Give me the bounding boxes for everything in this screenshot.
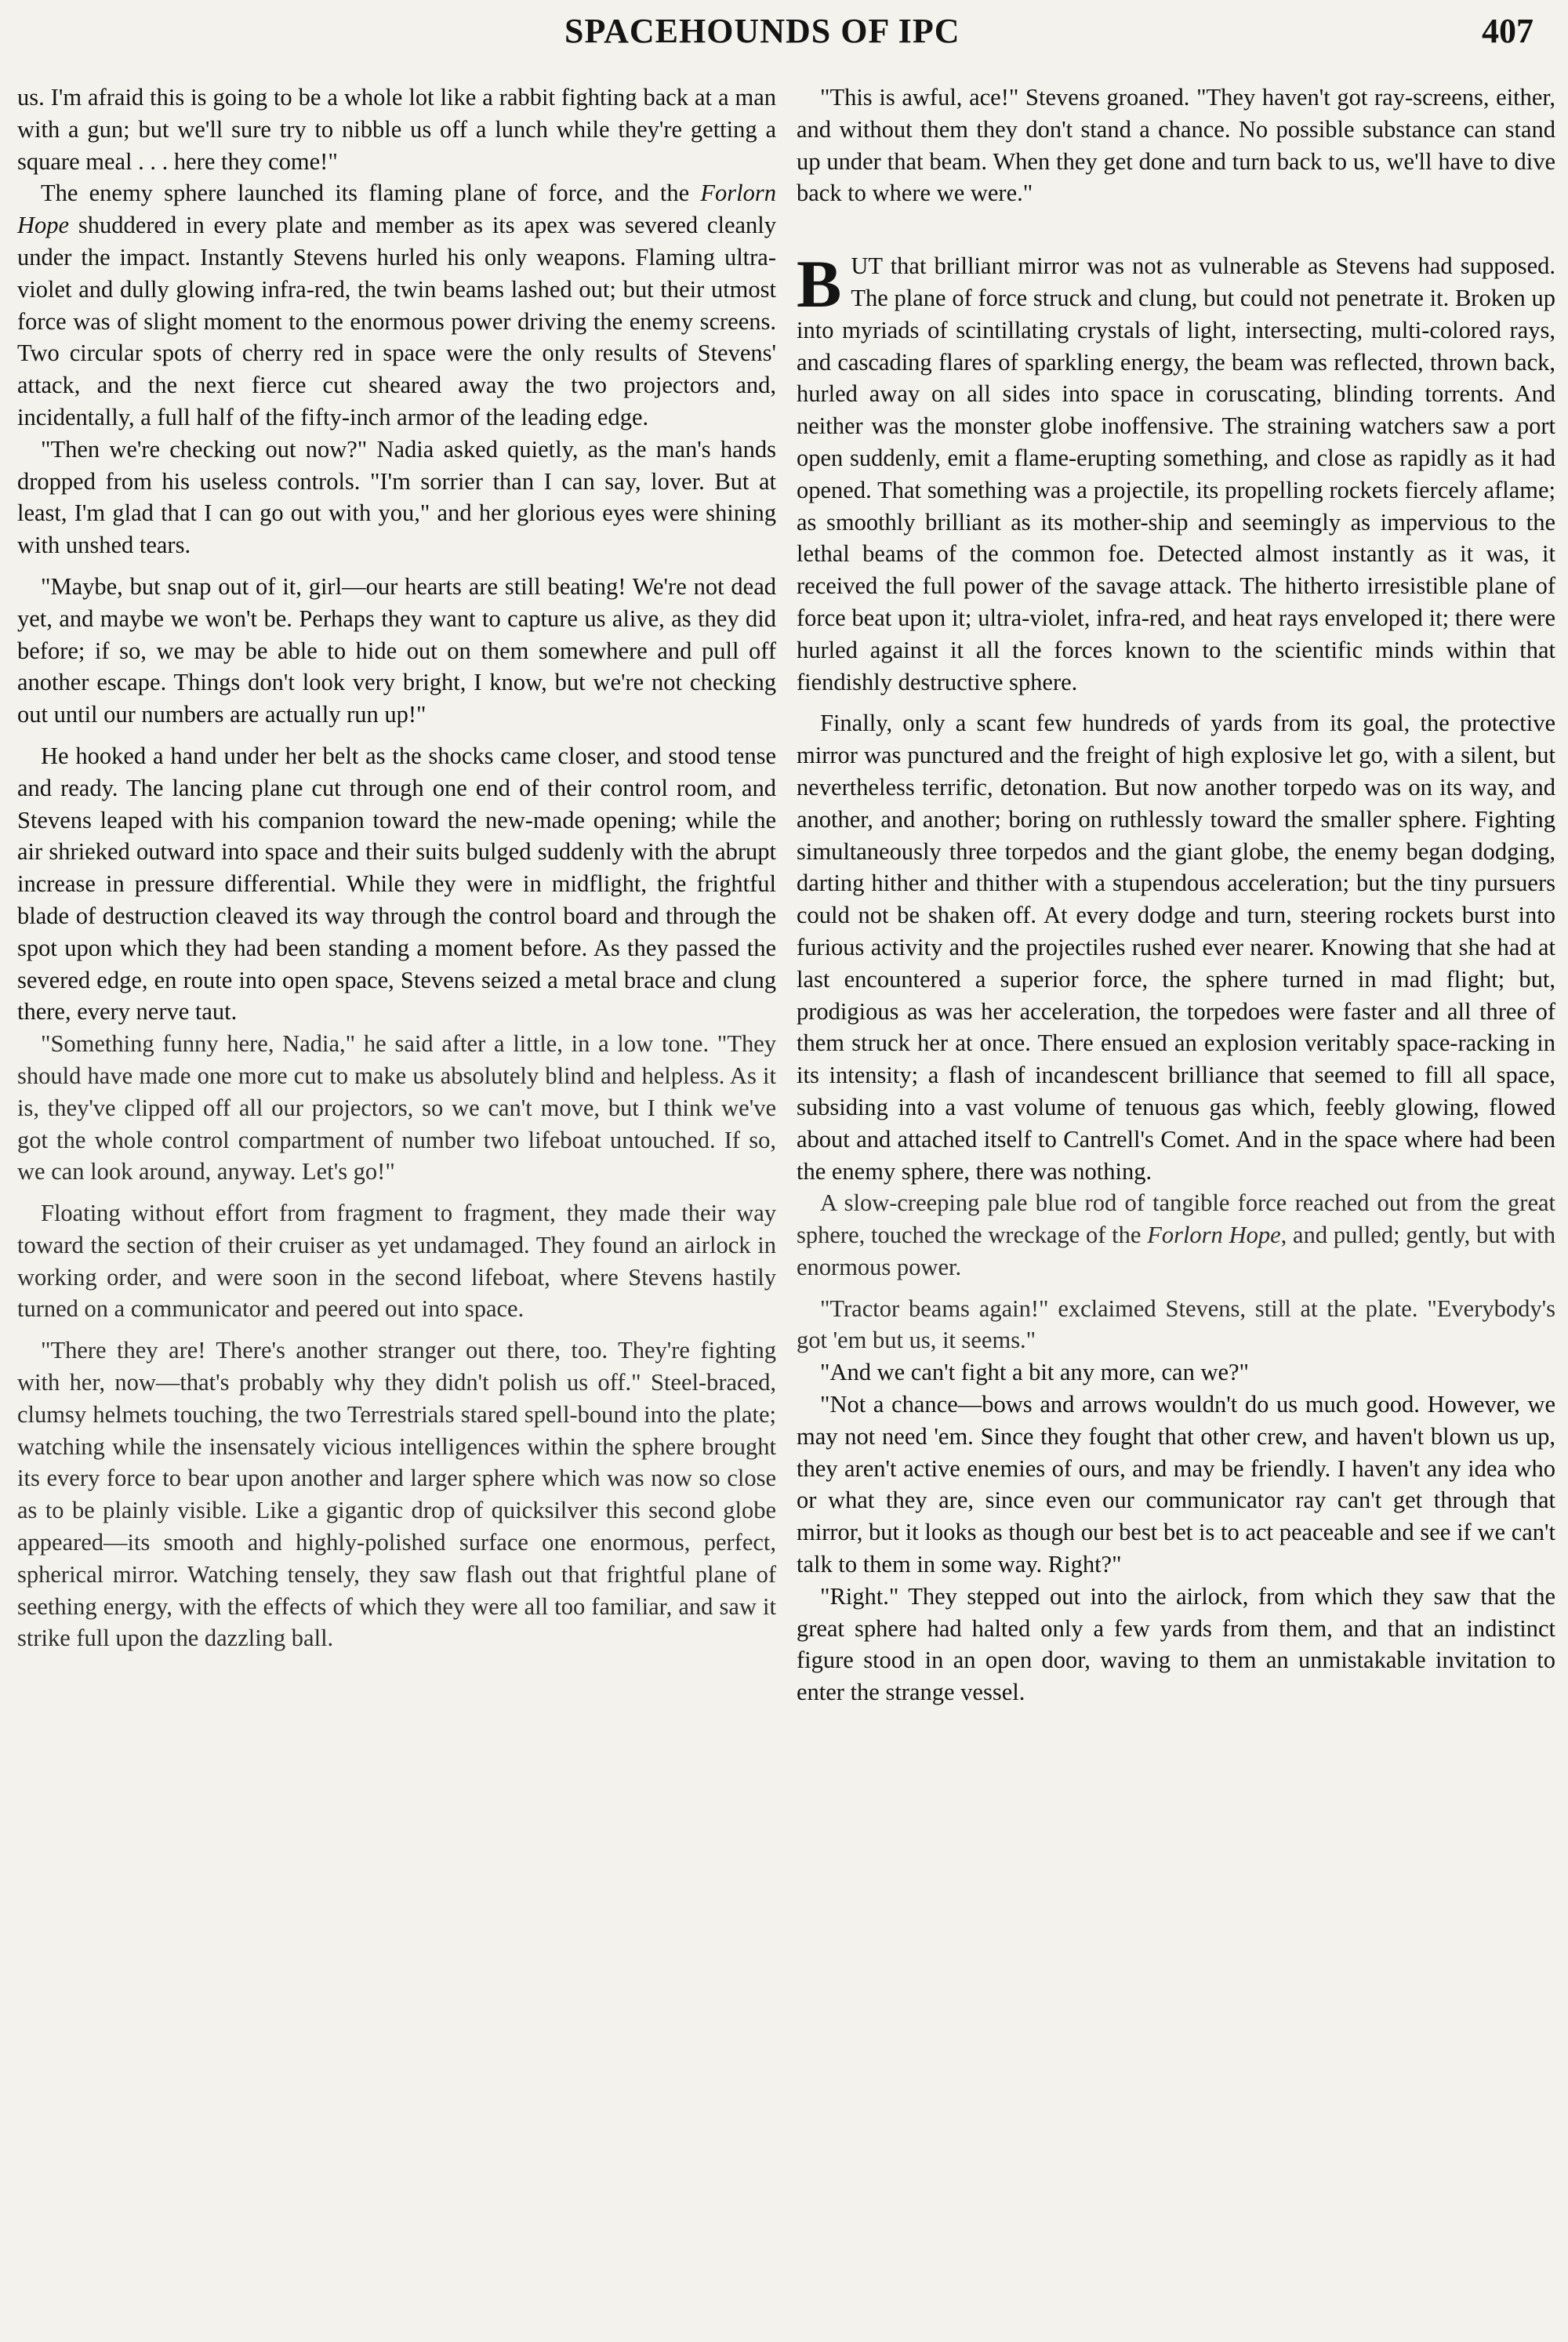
paragraph: The enemy sphere launched its flaming plane of force, and the Forlorn Hope shuddered in every plate and member as its apex was severed cleanly under the impact. Instantly Stevens hurled his only weapons. Flaming ultra-violet and dully glowing infra-red, the twin beams lashed out; but their utmost force was of slight moment to the enormous power driving the enemy screens. Two circular spots of cherry red in space were the only results of Stevens' attack, and the next fierce cut sheared away the two projectors and, incidentally, a full half of the fifty-inch armor of the leading edge.	[17, 180, 776, 430]
page-number: 407	[1482, 12, 1534, 50]
drop-cap: B	[797, 246, 842, 322]
paragraph: "Not a chance—bows and arrows wouldn't do us much good. However, we may not need 'em. Since they fought that other crew, and haven't blown us up, they aren't active enemies of ours, and may be friendly. I haven't any idea who or what they are, since even our communicator ray can't get through that mirror, but it looks as though our best bet is to act peaceable and see if we can't talk to them in some way. Right?"	[797, 1391, 1555, 1578]
running-title: SPACEHOUNDS OF IPC	[564, 12, 960, 50]
right-column	[797, 82, 1555, 1708]
ship-name: Forlorn Hope	[17, 180, 776, 239]
left-column	[17, 82, 776, 1654]
running-header	[0, 11, 1568, 61]
paragraph: "And we can't fight a bit any more, can we?"	[820, 1359, 1250, 1386]
paragraph: "This is awful, ace!" Stevens groaned. "They haven't got ray-screens, either, and without them they don't stand a chance. No possible substance can stand up under that beam. When they get done and turn back to us, we'll have to dive back to where we were."	[797, 84, 1555, 207]
paragraph: "Something funny here, Nadia," he said after a little, in a low tone. "They should have made one more cut to make us absolutely blind and helpless. As it is, they've clipped off all our projectors, so we can't move, but I think we've got the whole control compartment of number two lifeboat untouched. If so, we can look around, anyway. Let's go!"	[17, 1030, 776, 1186]
paragraph-text: UT that brilliant mirror was not as vulnerable as Stevens had supposed. The plane of force struck and clung, but could not penetrate it. Broken up into myriads of scintillating crystals of light, intersecting, multi-colored rays, and cascading flares of sparkling energy, the beam was reflected, thrown back, hurled away on all sides into space in coruscating, blinding torrents. And neither was the monster globe inoffensive. The straining watchers saw a port open suddenly, emit a flame-erupting something, and close as rapidly as it had opened. That something was a projectile, its propelling rockets fiercely aflame; as smoothly brilliant as its mother-ship and seemingly as impervious to the lethal beams of the common foe. Detected almost instantly as it was, it received the full power of the savage attack. The hitherto irresistible plane of force beat upon it; ultra-violet, infra-red, and heat rays enveloped it; there were hurled against it all the forces known to the scientific minds within that fiendishly destructive sphere.	[797, 252, 1555, 695]
paragraph: "There they are! There's another stranger out there, too. They're fighting with her, now—that's probably why they didn't polish us off." Steel-braced, clumsy helmets touching, the two Terrestrials stared spell-bound into the plate; watching while the insensately vicious intelligences within the sphere brought its every force to bear upon another and larger sphere which was now so close as to be plainly visible. Like a gigantic drop of quicksilver this second globe appeared—its smooth and highly-polished surface one enormous, perfect, spherical mirror. Watching tensely, they saw flash out that frightful plane of seething energy, with the effects of which they were all too familiar, and saw it strike full upon the dazzling ball.	[17, 1337, 776, 1652]
paragraph: "Maybe, but snap out of it, girl—our hearts are still beating! We're not dead yet, and maybe we won't be. Perhaps they want to capture us alive, as they did before; if so, we may be able to hide out on them somewhere and pull off another escape. Things don't look very bright, I know, but we're not checking out until our numbers are actually run up!"	[17, 572, 776, 728]
paragraph: "Right." They stepped out into the airlock, from which they saw that the great sphere had halted only a few yards from them, and that an indistinct figure stood in an open door, waving to them an unmistakable invitation to enter the strange vessel.	[797, 1582, 1555, 1706]
paragraph: us. I'm afraid this is going to be a whole lot like a rabbit fighting back at a man with a gun; but we'll sure try to nibble us off a lunch while they're getting a square meal . . . here they come!"	[17, 84, 776, 175]
paragraph: "Then we're checking out now?" Nadia asked quietly, as the man's hands dropped from his useless controls. "I'm sorrier than I can say, lover. But at least, I'm glad that I can go out with you," and her glorious eyes were shining with unshed tears.	[17, 435, 776, 559]
ship-name: Forlorn Hope	[1147, 1222, 1281, 1249]
paragraph: "Tractor beams again!" exclaimed Stevens, still at the plate. "Everybody's got 'em but us, it seems."	[797, 1294, 1555, 1354]
paragraph: A slow-creeping pale blue rod of tangible force reached out from the great sphere, touched the wreckage of the Forlorn Hope, and pulled; gently, but with enormous power.	[797, 1189, 1555, 1280]
paragraph: He hooked a hand under her belt as the shocks came closer, and stood tense and ready. The lancing plane cut through one end of their control room, and Stevens leaped with his companion toward the new-made opening; while the air shrieked outward into space and their suits bulged suddenly with the abrupt increase in pressure differential. While they were in midflight, the frightful blade of destruction cleaved its way through the control board and through the spot upon which they had been standing a moment before. As they passed the severed edge, en route into open space, Stevens seized a metal brace and clung there, every nerve taut.	[17, 742, 776, 1026]
paragraph: Finally, only a scant few hundreds of yards from its goal, the protective mirror was punctured and the freight of high explosive let go, with a silent, but nevertheless terrific, detonation. But now another torpedo was on its way, and another, and another; boring on ruthlessly toward the smaller sphere. Fighting simultaneously three torpedos and the giant globe, the enemy began dodging, darting hither and thither with a stupendous acceleration; but the tiny pursuers could not be shaken off. At every dodge and turn, steering rockets burst into furious activity and the projectiles rushed ever nearer. Knowing that she had at last encountered a superior force, the sphere turned in mad flight; but, prodigious as was her acceleration, the torpedoes were faster and all three of them struck her at once. There ensued an explosion veritably space-racking in its intensity; a flash of incandescent brilliance that seemed to fill all space, subsiding into a vast volume of tenuous gas which, feebly glowing, flowed about and attached itself to Cantrell's Comet. And in the space where had been the enemy sphere, there was nothing.	[797, 710, 1555, 1185]
section-opening-paragraph	[797, 246, 1555, 698]
paragraph: Floating without effort from fragment to fragment, they made their way toward the section of their cruiser as yet undamaged. They found an airlock in working order, and were soon in the second lifeboat, where Stevens hastily turned on a communicator and peered out into space.	[17, 1200, 776, 1323]
